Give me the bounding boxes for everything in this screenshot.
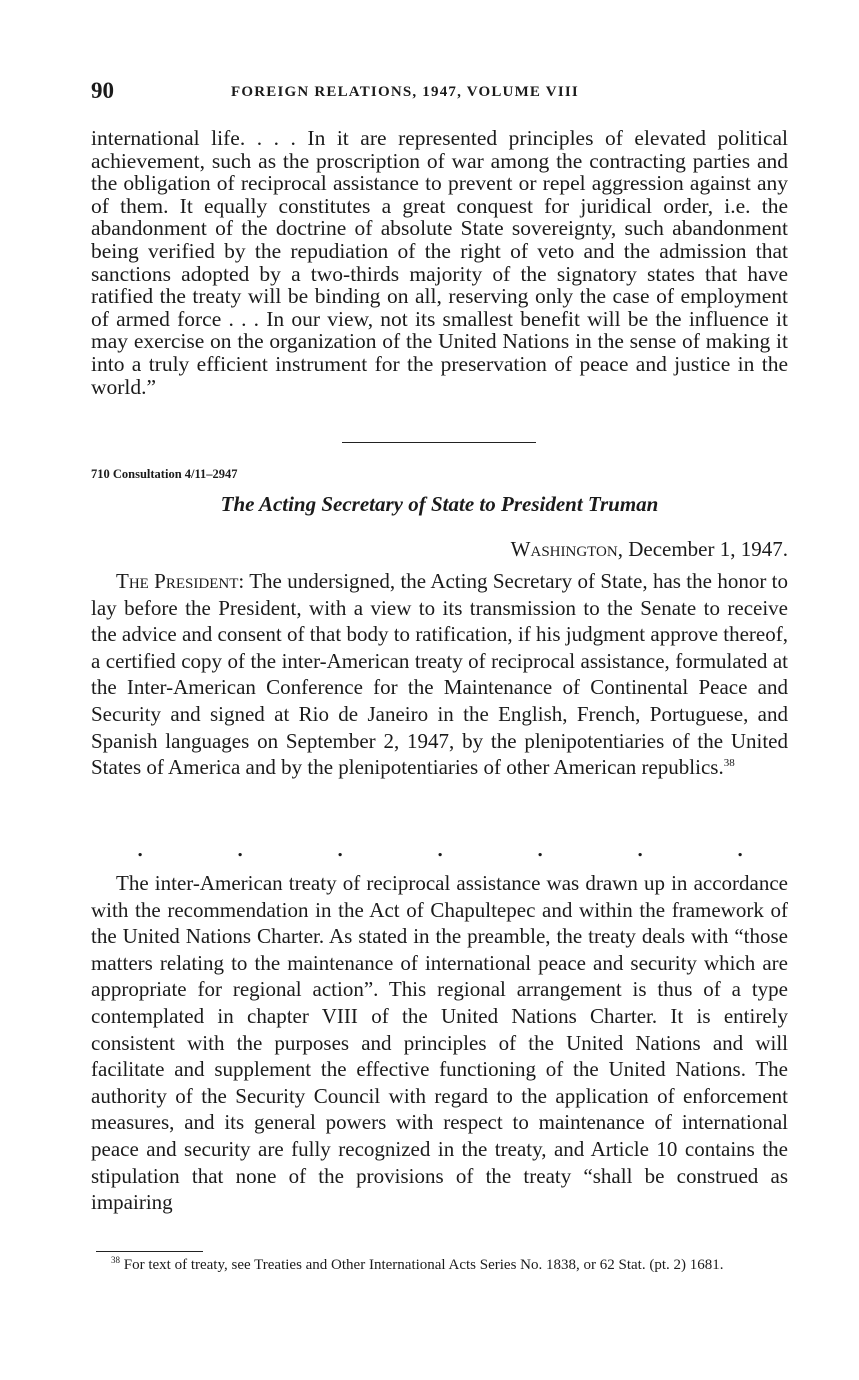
dateline (511, 537, 788, 562)
dateline-place: Washington (510, 537, 618, 561)
page-number: 90 (91, 78, 114, 103)
footnote-reference: 38 (723, 757, 735, 770)
running-title: FOREIGN RELATIONS, 1947, VOLUME VIII (231, 84, 579, 100)
salutation: The President (116, 569, 239, 593)
omission-dot: . (737, 840, 744, 861)
footnote-rule (96, 1251, 203, 1252)
body-paragraph-2: The inter-American treaty of reciprocal assistance was drawn up in accordance with the recommendation in the Act of Chapultepec and within the framework of the United Nations Charter. As stated in the preamble, the treaty deals with “those matters relating to the maintenance of international peace and security which are appropriate for regional action”. This regional arrangement is thus of a type contemplated in chapter VIII of the United Nations Charter. It is entirely consistent with the purposes and principles of the United Nations and will facilitate and supplement the effective functioning of the United Nations. The authority of the Security Council with regard to the application of enforcement measures, and its general powers with respect to maintenance of international peace and security are fully recognized in the treaty, and Article 10 contains the stipulation that none of the provisions of the treaty “shall be construed as impairing (91, 871, 788, 1215)
omission-marks (91, 840, 788, 860)
paragraph-1-text: : The undersigned, the Acting Secretary of State, has the honor to lay before the President, with a view to its transmission to the Senate to receive the advice and consent of that body to ratification, if his judgment approve thereof, a certified copy of the inter-American treaty of reciprocal assistance, formulated at the Inter-American Conference for the Maintenance of Continental Peace and Security and signed at Rio de Janeiro in the English, French, Portuguese, and Spanish languages on September 2, 1947, by the plenipotentiaries of the United States of America and by the plenipotentiaries of other American republics. (91, 569, 789, 780)
quote-continuation: international life. . . . In it are represented principles of elevated political achievement, such as the proscription of war among the contracting parties and the obligation of reciprocal assistance to prevent or repel aggression against any of them. It equally constitutes a great conquest for juridical order, i.e. the abandonment of the doctrine of absolute State sovereignty, such abandonment being verified by the repudiation of the right of veto and the admission that sanctions adopted by a two-thirds majority of the signatory states that have ratified the treaty will be binding on all, reserving only the case of employment of armed force . . . In our view, not its smallest benefit will be the influence it may exercise on the organization of the United Nations in the sense of making it into a truly efficient instrument for the preservation of peace and justice in the world.” (91, 126, 788, 399)
footnote-text: For text of treaty, see Treaties and Other International Acts Series No. 1838, or 62 Stat. (pt. 2) 1681. (123, 1257, 724, 1273)
omission-dot: . (537, 840, 544, 861)
footnote (91, 1256, 788, 1275)
footnote-number: 38 (111, 1255, 120, 1265)
omission-dot: . (237, 840, 244, 861)
body-paragraph-1 (91, 568, 788, 781)
file-reference: 710 Consultation 4/11–2947 (91, 467, 238, 481)
dateline-date: , December 1, 1947. (617, 537, 788, 561)
running-header (91, 78, 791, 108)
document-heading: The Acting Secretary of State to President Truman (220, 492, 659, 516)
omission-dot: . (437, 840, 444, 861)
omission-dot: . (337, 840, 344, 861)
omission-dot: . (137, 840, 144, 861)
section-divider (342, 442, 536, 443)
omission-dot: . (637, 840, 644, 861)
